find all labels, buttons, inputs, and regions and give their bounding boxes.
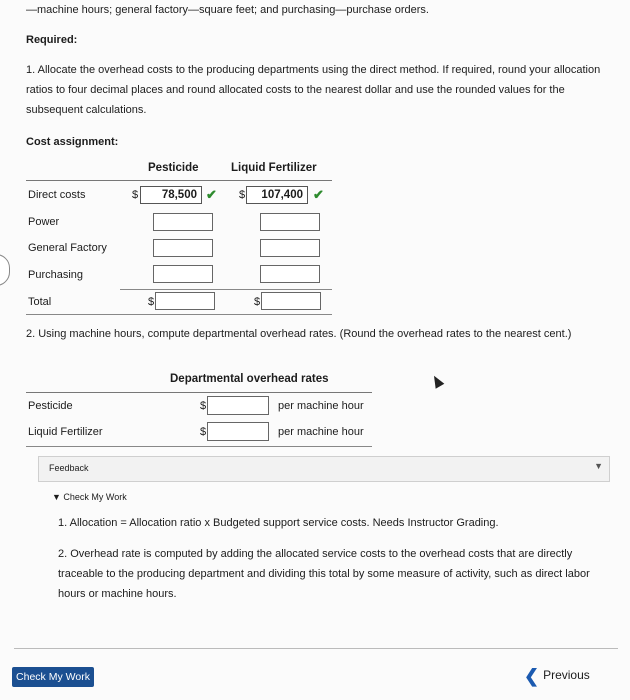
table-bottom-divider bbox=[26, 314, 332, 315]
fertilizer-power-input[interactable] bbox=[260, 213, 320, 231]
side-panel-tab[interactable] bbox=[0, 254, 10, 286]
currency-symbol: $ bbox=[132, 189, 139, 201]
currency-symbol: $ bbox=[254, 296, 261, 308]
header-pesticide: Pesticide bbox=[148, 162, 199, 174]
mouse-cursor-icon bbox=[430, 373, 445, 388]
question-2: 2. Using machine hours, compute departmental overhead rates. (Round the overhead rates to the nearest cent.) bbox=[26, 328, 572, 340]
currency-symbol: $ bbox=[239, 189, 246, 201]
cost-assignment-heading: Cost assignment: bbox=[26, 136, 119, 148]
header-liquid-fertilizer: Liquid Fertilizer bbox=[231, 162, 317, 174]
row-label-general-factory: General Factory bbox=[28, 242, 107, 254]
feedback-item-2: 2. Overhead rate is computed by adding the allocated service costs to the overhead costs that are directly traceable to the producing department and dividing this total by some measure of activity, such as direct labor hours or machine hours. bbox=[58, 548, 590, 600]
row-label-total: Total bbox=[28, 296, 52, 308]
previous-label: Previous bbox=[543, 668, 590, 682]
pesticide-direct-costs-input[interactable]: 78,500 bbox=[140, 186, 202, 204]
total-divider bbox=[120, 289, 332, 290]
pesticide-general-factory-input[interactable] bbox=[153, 239, 213, 257]
footer-divider bbox=[14, 648, 618, 649]
chevron-down-icon: ▼ bbox=[594, 461, 603, 471]
pesticide-power-input[interactable] bbox=[153, 213, 213, 231]
row-label-power: Power bbox=[28, 216, 60, 228]
pesticide-total-input[interactable] bbox=[155, 292, 215, 310]
liquid-fertilizer-rate-input[interactable] bbox=[207, 422, 269, 441]
unit-label: per machine hour bbox=[278, 400, 364, 412]
table-divider bbox=[26, 180, 332, 181]
pesticide-purchasing-input[interactable] bbox=[153, 265, 213, 283]
rate-label-pesticide: Pesticide bbox=[28, 400, 73, 412]
currency-symbol: $ bbox=[200, 400, 207, 412]
correct-check-icon: ✔ bbox=[313, 187, 324, 202]
previous-button[interactable] bbox=[524, 666, 590, 687]
table-bottom-divider bbox=[26, 446, 372, 447]
chevron-left-icon: ❮ bbox=[524, 666, 540, 686]
correct-check-icon: ✔ bbox=[206, 187, 217, 202]
fertilizer-general-factory-input[interactable] bbox=[260, 239, 320, 257]
feedback-label: Feedback bbox=[49, 463, 89, 473]
rate-label-liquid-fertilizer: Liquid Fertilizer bbox=[28, 426, 103, 438]
intro-text: —machine hours; general factory—square feet; and purchasing—purchase orders. bbox=[26, 4, 429, 16]
row-label-purchasing: Purchasing bbox=[28, 269, 84, 281]
currency-symbol: $ bbox=[200, 426, 207, 438]
check-my-work-button[interactable]: Check My Work bbox=[12, 667, 94, 687]
check-my-work-heading[interactable]: ▼ Check My Work bbox=[52, 492, 127, 502]
currency-symbol: $ bbox=[148, 296, 155, 308]
fertilizer-direct-costs-input[interactable]: 107,400 bbox=[246, 186, 308, 204]
feedback-item-1: 1. Allocation = Allocation ratio x Budgeted support service costs. Needs Instructor Grading. bbox=[58, 517, 499, 529]
feedback-panel-toggle[interactable] bbox=[38, 456, 610, 482]
fertilizer-total-input[interactable] bbox=[261, 292, 321, 310]
required-heading: Required: bbox=[26, 34, 78, 46]
pesticide-rate-input[interactable] bbox=[207, 396, 269, 415]
table-divider bbox=[26, 392, 372, 393]
departmental-rates-header: Departmental overhead rates bbox=[170, 373, 329, 385]
row-label-direct-costs: Direct costs bbox=[28, 189, 86, 201]
unit-label: per machine hour bbox=[278, 426, 364, 438]
fertilizer-purchasing-input[interactable] bbox=[260, 265, 320, 283]
question-1: 1. Allocate the overhead costs to the producing departments using the direct method. If required, round your allocation ratios to four decimal places and round allocated costs to the nearest dollar and use the rounded values for the subsequent calculations. bbox=[26, 64, 601, 116]
